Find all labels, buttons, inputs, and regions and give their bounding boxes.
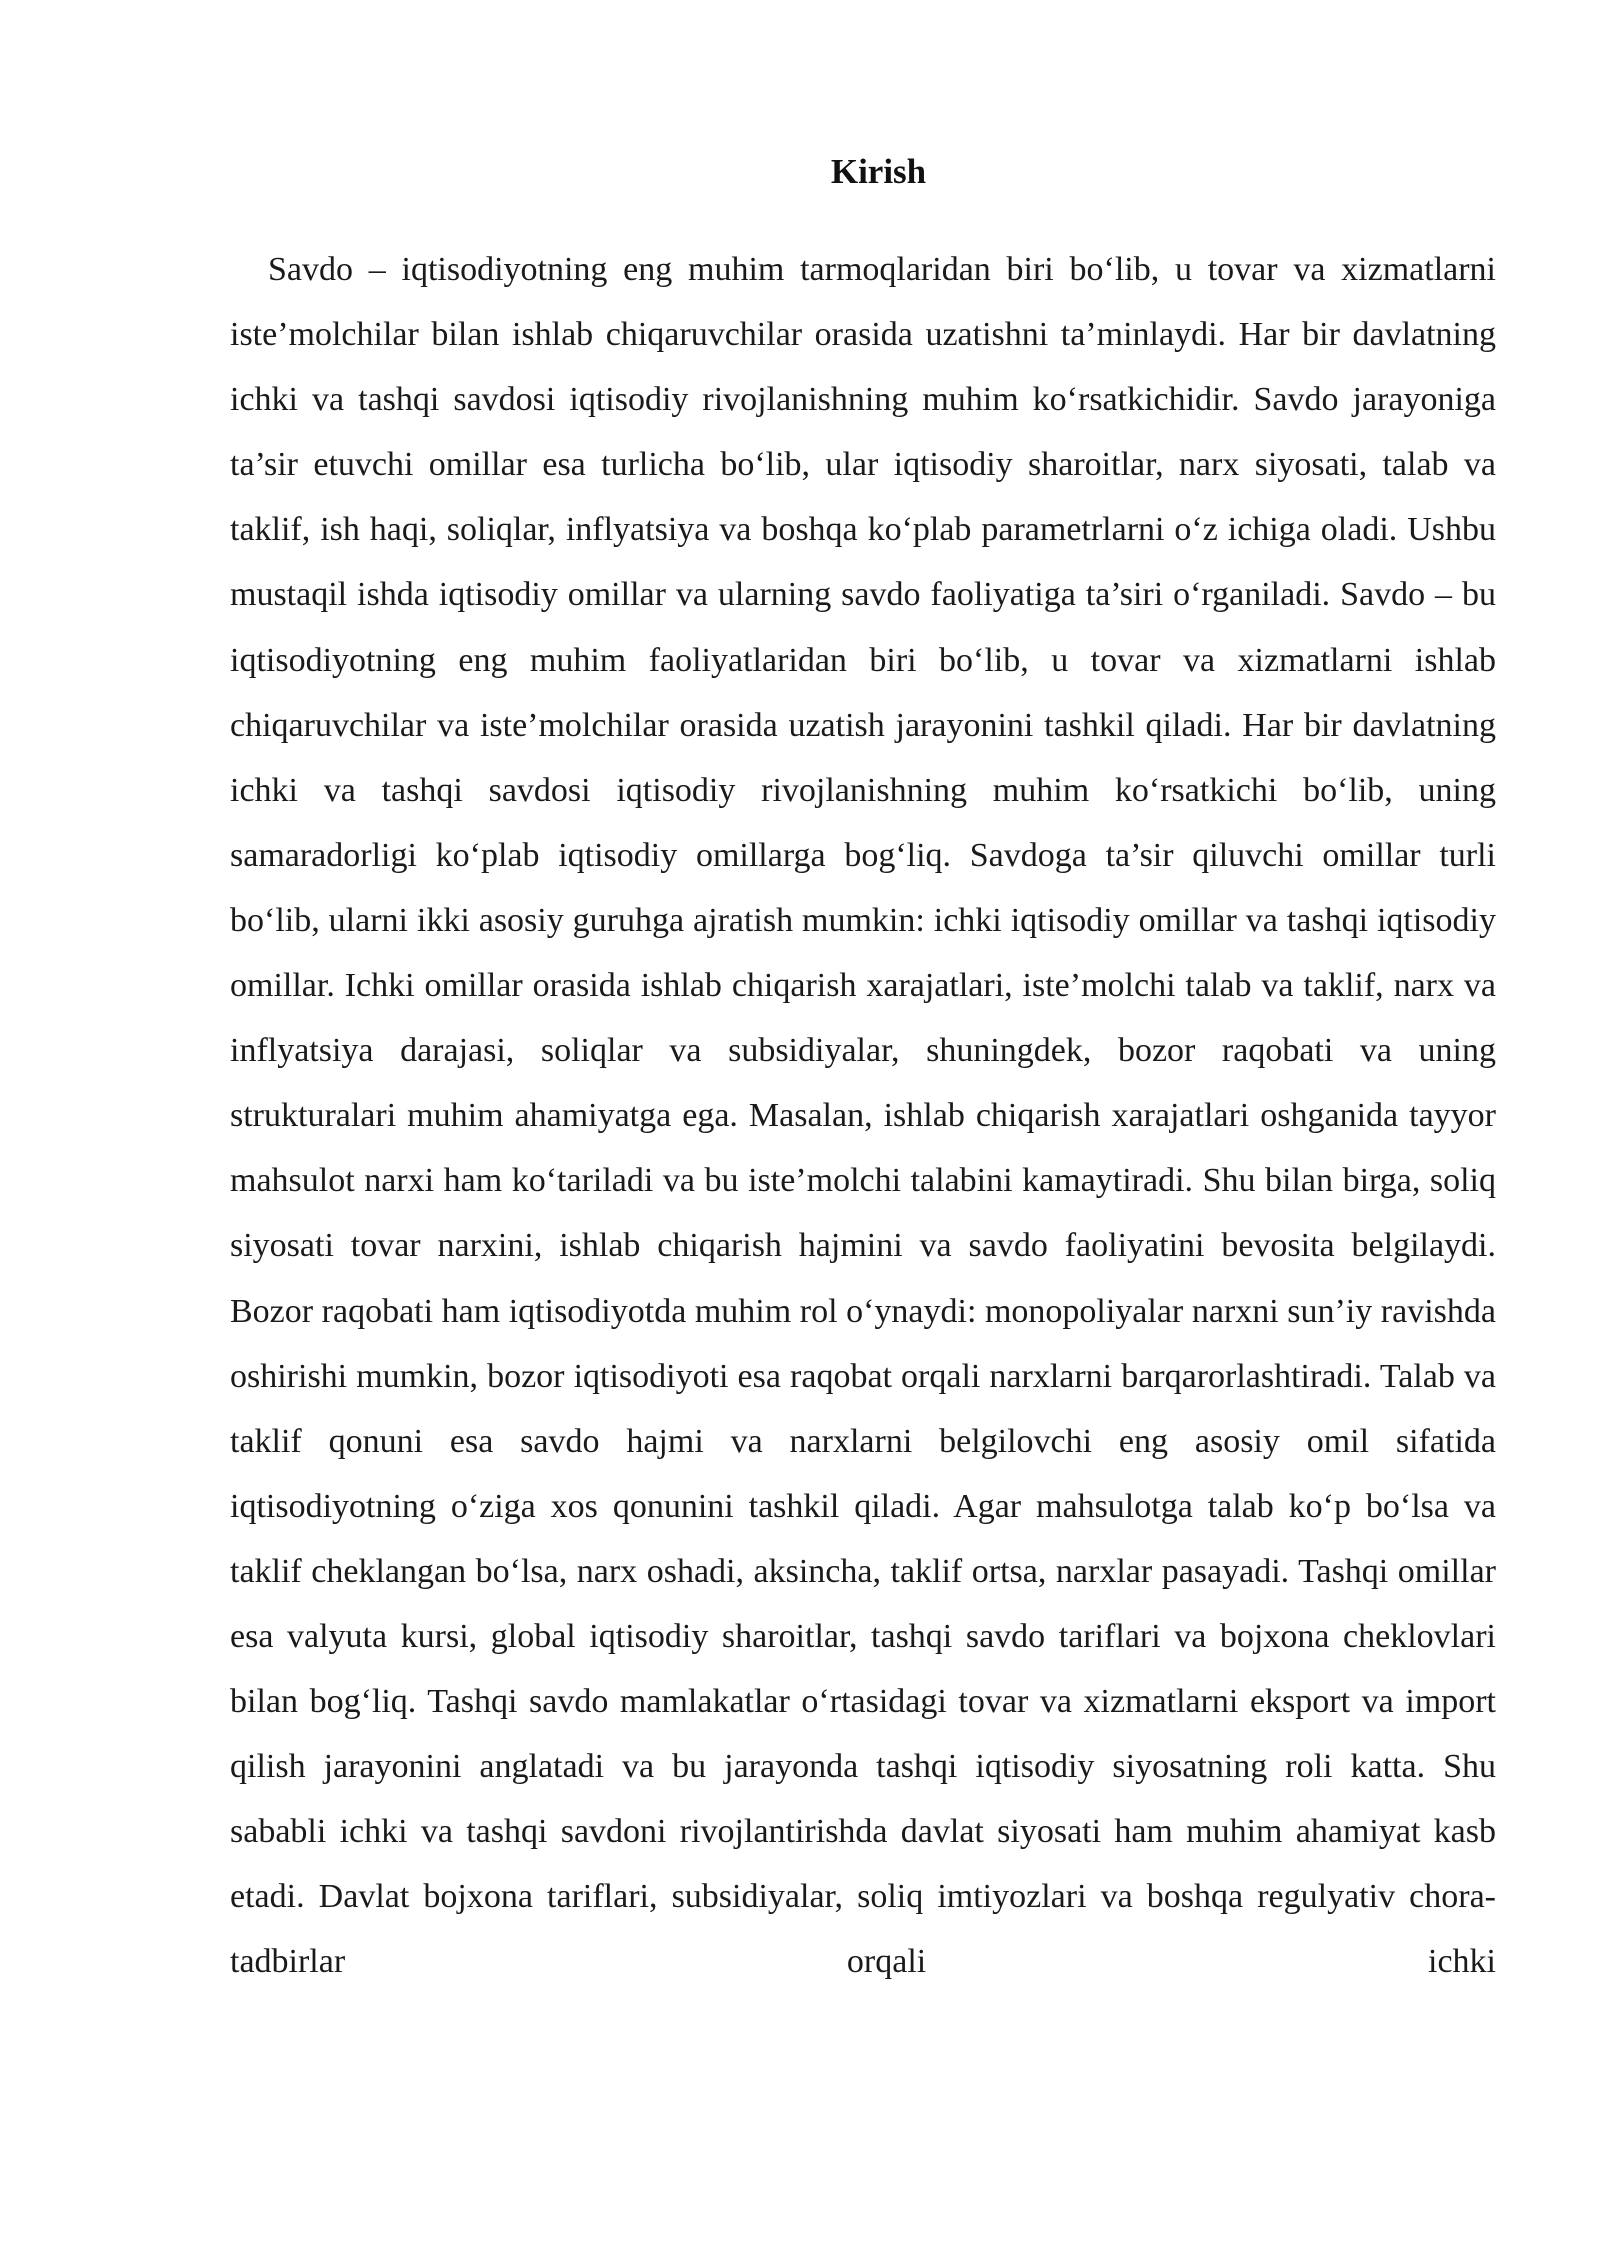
page-title: Kirish xyxy=(830,152,927,191)
body-paragraph: Savdo – iqtisodiyotning eng muhim tarmoqlaridan biri bo‘lib, u tovar va xizmatlarni iste’molchilar bilan ishlab chiqaruvchilar orasida uzatishni ta’minlaydi. Har bir davlatning ichki va tashqi savdosi iqtisodiy rivojlanishning muhim ko‘rsatkichidir. Savdo jarayoniga ta’sir etuvchi omillar esa turlicha bo‘lib, ular iqtisodiy sharoitlar, narx siyosati, talab va taklif, ish haqi, soliqlar, inflyatsiya va boshqa ko‘plab parametrlarni o‘z ichiga oladi. Ushbu mustaqil ishda iqtisodiy omillar va ularning savdo faoliyatiga ta’siri o‘rganiladi. Savdo – bu iqtisodiyotning eng muhim faoliyatlaridan biri bo‘lib, u tovar va xizmatlarni ishlab chiqaruvchilar va iste’molchilar orasida uzatish jarayonini tashkil qiladi. Har bir davlatning ichki va tashqi savdosi iqtisodiy rivojlanishning muhim ko‘rsatkichi bo‘lib, uning samaradorligi ko‘plab iqtisodiy omillarga bog‘liq. Savdoga ta’sir qiluvchi omillar turli bo‘lib, ularni ikki asosiy guruhga ajratish mumkin: ichki iqtisodiy omillar va tashqi iqtisodiy omillar. Ichki omillar orasida ishlab chiqarish xarajatlari, iste’molchi talab va taklif, narx va inflyatsiya darajasi, soliqlar va subsidiyalar, shuningdek, bozor raqobati va uning strukturalari muhim ahamiyatga ega. Masalan, ishlab chiqarish xarajatlari oshganida tayyor mahsulot narxi ham ko‘tariladi va bu iste’molchi talabini kamaytiradi. Shu bilan birga, soliq siyosati tovar narxini, ishlab chiqarish hajmini va savdo faoliyatini bevosita belgilaydi. Bozor raqobati ham iqtisodiyotda muhim rol o‘ynaydi: monopoliyalar narxni sun’iy ravishda oshirishi mumkin, bozor iqtisodiyoti esa raqobat orqali narxlarni barqarorlashtiradi. Talab va taklif qonuni esa savdo hajmi va narxlarni belgilovchi eng asosiy omil sifatida iqtisodiyotning o‘ziga xos qonunini tashkil qiladi. Agar mahsulotga talab ko‘p bo‘lsa va taklif cheklangan bo‘lsa, narx oshadi, aksincha, taklif ortsa, narxlar pasayadi. Tashqi omillar esa valyuta kursi, global iqtisodiy sharoitlar, tashqi savdo tariflari va bojxona cheklovlari bilan bog‘liq. Tashqi savdo mamlakatlar o‘rtasidagi tovar va xizmatlarni eksport va import qilish jarayonini anglatadi va bu jarayonda tashqi iqtisodiy siyosatning roli katta. Shu sababli ichki va tashqi savdoni rivojlantirishda davlat siyosati ham muhim ahamiyat kasb etadi. Davlat bojxona tariflari, subsidiyalar, soliq imtiyozlari va boshqa regulyativ chora-tadbirlar orqali ichki xyxy=(230,251,1496,1981)
